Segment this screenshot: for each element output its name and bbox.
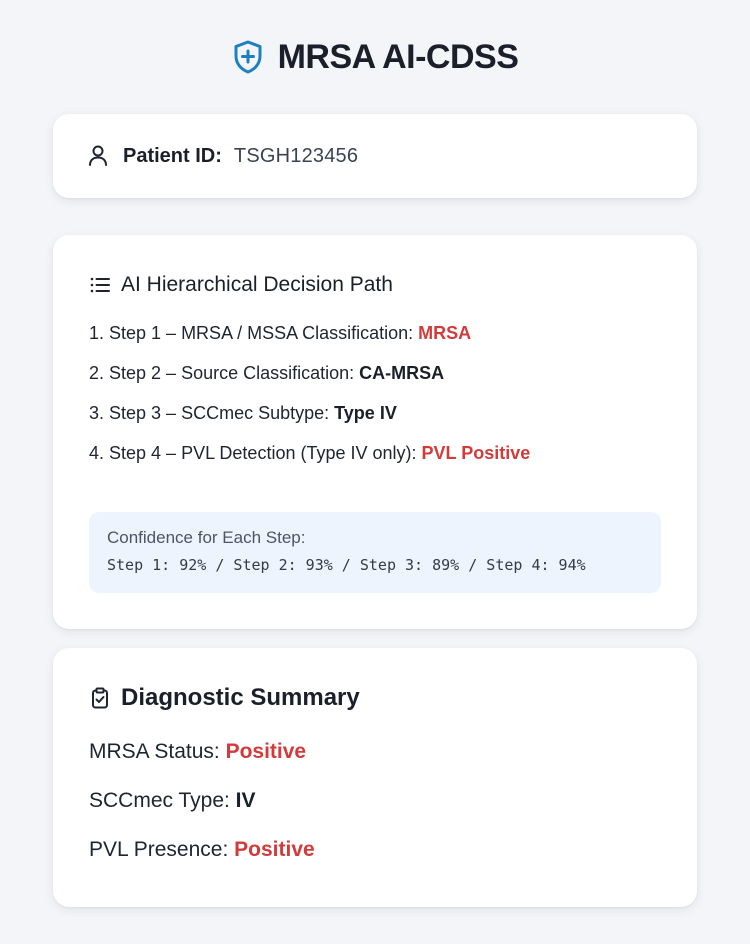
step-result: CA-MRSA xyxy=(359,363,445,383)
summary-heading xyxy=(89,684,661,712)
patient-id-value: TSGH123456 xyxy=(233,144,359,167)
patient-id-label: Patient ID: xyxy=(123,144,222,167)
summary-value: Positive xyxy=(234,838,315,861)
summary-title: Diagnostic Summary xyxy=(121,684,360,711)
user-icon xyxy=(87,144,109,168)
app-title: MRSA AI-CDSS xyxy=(277,37,519,76)
step-label: 2. Step 2 – Source Classification: xyxy=(89,363,360,383)
shield-plus-icon xyxy=(232,39,264,75)
clipboard-check-icon xyxy=(89,687,111,709)
list-icon xyxy=(89,274,111,296)
step-label: 1. Step 1 – MRSA / MSSA Classification: xyxy=(89,323,419,343)
step-label: 4. Step 4 – PVL Detection (Type IV only): xyxy=(89,443,422,463)
confidence-box xyxy=(89,512,661,593)
summary-value: IV xyxy=(235,789,256,812)
confidence-values: Step 1: 92% / Step 2: 93% / Step 3: 89% / Step 4: 94% xyxy=(107,556,586,574)
decision-step xyxy=(89,363,661,383)
summary-label: SCCmec Type: xyxy=(89,789,236,812)
summary-row-mrsa-status xyxy=(89,740,661,768)
decision-path-title: AI Hierarchical Decision Path xyxy=(121,273,393,296)
patient-card xyxy=(53,114,697,198)
summary-label: MRSA Status: xyxy=(89,740,226,763)
summary-value: Positive xyxy=(225,740,307,763)
diagnostic-summary-card xyxy=(53,648,697,907)
step-result: PVL Positive xyxy=(421,443,531,463)
decision-steps xyxy=(89,323,661,463)
decision-path-card xyxy=(53,235,697,629)
decision-path-heading xyxy=(89,273,661,297)
decision-step xyxy=(89,403,661,423)
app-header xyxy=(0,34,750,80)
step-label: 3. Step 3 – SCCmec Subtype: xyxy=(89,403,335,423)
step-result: MRSA xyxy=(418,323,472,343)
confidence-title: Confidence for Each Step: xyxy=(107,528,306,547)
step-result: Type IV xyxy=(334,403,397,423)
summary-row-sccmec-type xyxy=(89,789,661,817)
summary-row-pvl-presence xyxy=(89,838,661,866)
decision-step xyxy=(89,323,661,343)
decision-step xyxy=(89,443,661,463)
summary-label: PVL Presence: xyxy=(89,838,235,861)
summary-rows xyxy=(89,740,661,866)
